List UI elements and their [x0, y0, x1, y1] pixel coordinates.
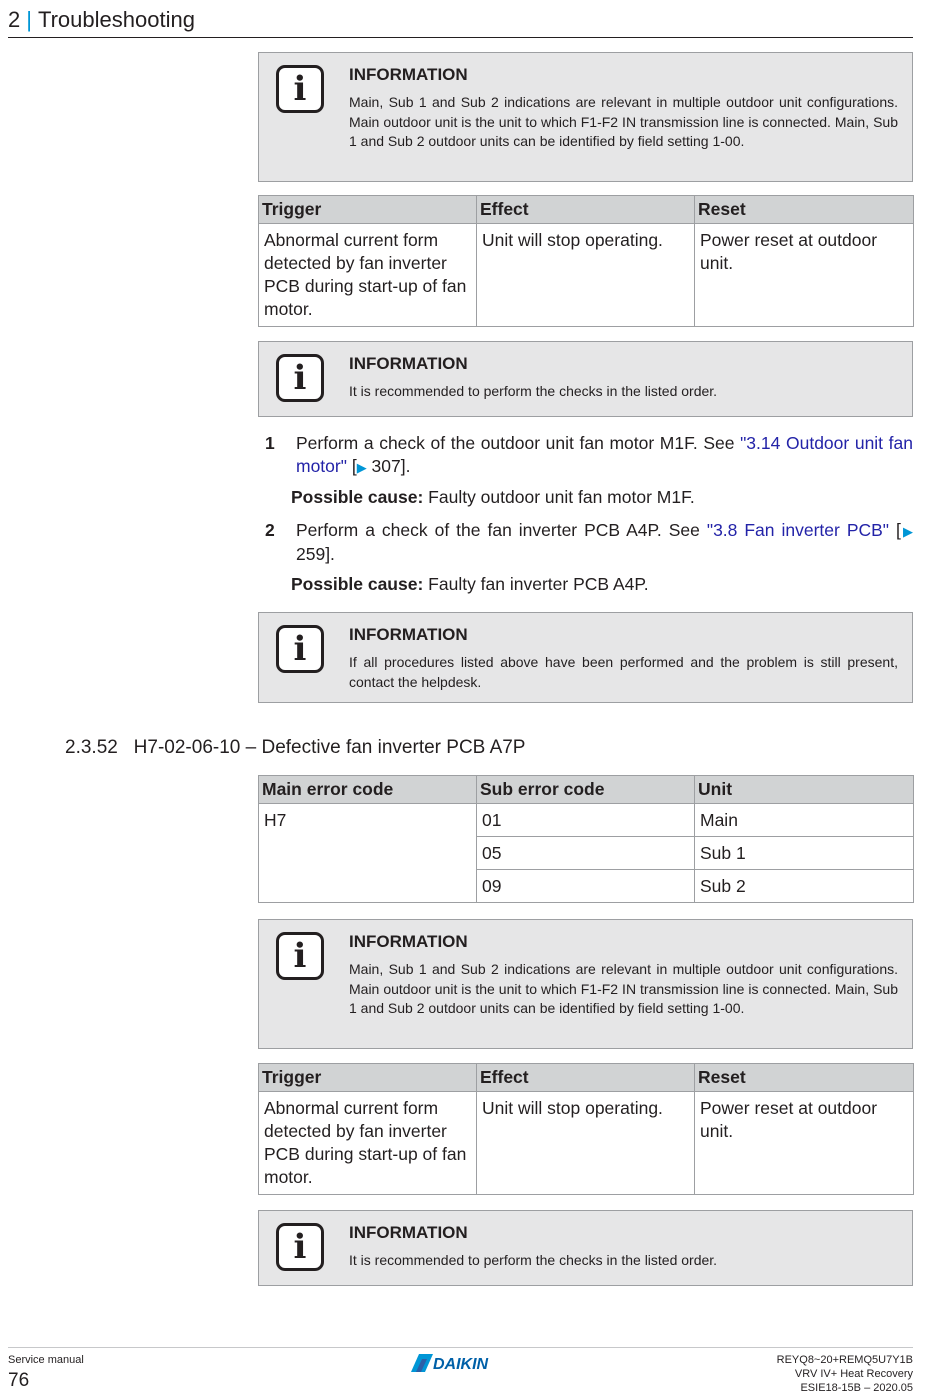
- trigger-cell: Abnormal current form detected by fan inverter PCB during start-up of fan motor.: [259, 224, 477, 327]
- information-title: INFORMATION: [349, 354, 468, 373]
- information-box: [258, 612, 913, 703]
- step-link[interactable]: "3.14 Outdoor unit fan motor": [296, 433, 913, 476]
- footer-model: REYQ8~20+REMQ5U7Y1B: [776, 1354, 913, 1366]
- effect-cell: Unit will stop operating.: [477, 1092, 695, 1195]
- footer-divider: [8, 1347, 913, 1348]
- information-icon: i: [276, 932, 324, 980]
- information-box: [258, 341, 913, 417]
- information-icon: i: [276, 625, 324, 673]
- sub-error-code-cell: 05: [477, 837, 695, 870]
- trigger-effect-reset-table: [258, 195, 914, 327]
- possible-cause: [291, 486, 695, 509]
- unit-cell: Main: [695, 804, 914, 837]
- column-header-trigger: Trigger: [259, 196, 477, 224]
- brand-name: DAIKIN: [433, 1356, 489, 1373]
- information-text: Main, Sub 1 and Sub 2 indications are relevant in multiple outdoor unit configurations. Main outdoor unit is the unit to which F1-F2 IN transmission line is connected. Main, Sub 1 and Sub 2 outdoor units can be identified by field setting 1-00.: [349, 961, 898, 1016]
- information-title: INFORMATION: [349, 1223, 468, 1242]
- footer-product: VRV IV+ Heat Recovery: [794, 1368, 913, 1380]
- column-header-reset: Reset: [695, 196, 914, 224]
- information-box: [258, 52, 913, 182]
- information-box: [258, 1210, 913, 1286]
- page-number: 76: [8, 1370, 30, 1391]
- column-header-effect: Effect: [477, 1064, 695, 1092]
- sub-error-code-cell: 01: [477, 804, 695, 837]
- unit-cell: Sub 2: [695, 870, 914, 903]
- procedure-step: 1 Perform a check of the outdoor unit fan motor M1F. See "3.14 Outdoor unit fan motor" [▶ 307].: [265, 433, 913, 476]
- step-text: Perform a check of the fan inverter PCB A4P. See: [296, 520, 707, 540]
- page-arrow-icon: ▶: [356, 460, 367, 475]
- trigger-cell: Abnormal current form detected by fan inverter PCB during start-up of fan motor.: [259, 1092, 477, 1195]
- section-heading: [65, 736, 525, 760]
- reset-cell: Power reset at outdoor unit.: [695, 1092, 914, 1195]
- reset-cell: Power reset at outdoor unit.: [695, 224, 914, 327]
- column-header-trigger: Trigger: [259, 1064, 477, 1092]
- information-text: It is recommended to perform the checks in the listed order.: [349, 383, 718, 399]
- main-error-code-cell: H7: [259, 804, 477, 903]
- information-text: It is recommended to perform the checks in the listed order.: [349, 1252, 718, 1268]
- footer-doc-type: Service manual: [8, 1354, 84, 1366]
- daikin-logo: [409, 1352, 513, 1374]
- step-number: 2: [265, 520, 275, 540]
- page-ref: 259].: [296, 544, 335, 564]
- cause-text: Faulty outdoor unit fan motor M1F.: [423, 487, 695, 507]
- information-title: INFORMATION: [349, 625, 468, 644]
- possible-cause: [291, 573, 649, 596]
- chapter-title: Troubleshooting: [37, 7, 195, 32]
- information-text: If all procedures listed above have been performed and the problem is still present, contact the helpdesk.: [349, 654, 898, 690]
- step-link[interactable]: "3.8 Fan inverter PCB": [706, 520, 890, 540]
- effect-cell: Unit will stop operating.: [477, 224, 695, 327]
- page-ref: 307].: [366, 456, 411, 476]
- page-arrow-icon: ▶: [900, 524, 913, 539]
- section-number: 2.3.52: [65, 737, 118, 758]
- information-icon: i: [276, 1223, 324, 1271]
- information-box: [258, 919, 913, 1049]
- information-title: INFORMATION: [349, 65, 468, 84]
- information-icon: i: [276, 65, 324, 113]
- page-header: [8, 6, 913, 38]
- section-title: H7-02-06-10 – Defective fan inverter PCB A7P: [133, 737, 526, 758]
- chapter-number: 2: [8, 7, 21, 32]
- column-header-sub-error-code: Sub error code: [477, 776, 695, 804]
- trigger-effect-reset-table: [258, 1063, 914, 1195]
- column-header-effect: Effect: [477, 196, 695, 224]
- column-header-reset: Reset: [695, 1064, 914, 1092]
- error-code-table: [258, 775, 914, 903]
- footer-doc-id: ESIE18-15B – 2020.05: [800, 1382, 913, 1394]
- information-title: INFORMATION: [349, 932, 468, 951]
- information-icon: i: [276, 354, 324, 402]
- cause-label: Possible cause:: [291, 487, 424, 507]
- cause-label: Possible cause:: [291, 574, 424, 594]
- step-text: Perform a check of the outdoor unit fan motor M1F. See: [296, 433, 741, 453]
- cause-text: Faulty fan inverter PCB A4P.: [423, 574, 649, 594]
- step-number: 1: [265, 433, 275, 453]
- procedure-step: 2 Perform a check of the fan inverter PCB A4P. See "3.8 Fan inverter PCB" [▶ 259].: [265, 520, 913, 564]
- column-header-main-error-code: Main error code: [259, 776, 477, 804]
- column-header-unit: Unit: [695, 776, 914, 804]
- sub-error-code-cell: 09: [477, 870, 695, 903]
- unit-cell: Sub 1: [695, 837, 914, 870]
- header-separator: |: [26, 7, 32, 32]
- footer-document-info: [777, 1353, 913, 1395]
- information-text: Main, Sub 1 and Sub 2 indications are relevant in multiple outdoor unit configurations. Main outdoor unit is the unit to which F1-F2 IN transmission line is connected. Main, Sub 1 and Sub 2 outdoor units can be identified by field setting 1-00.: [349, 94, 898, 149]
